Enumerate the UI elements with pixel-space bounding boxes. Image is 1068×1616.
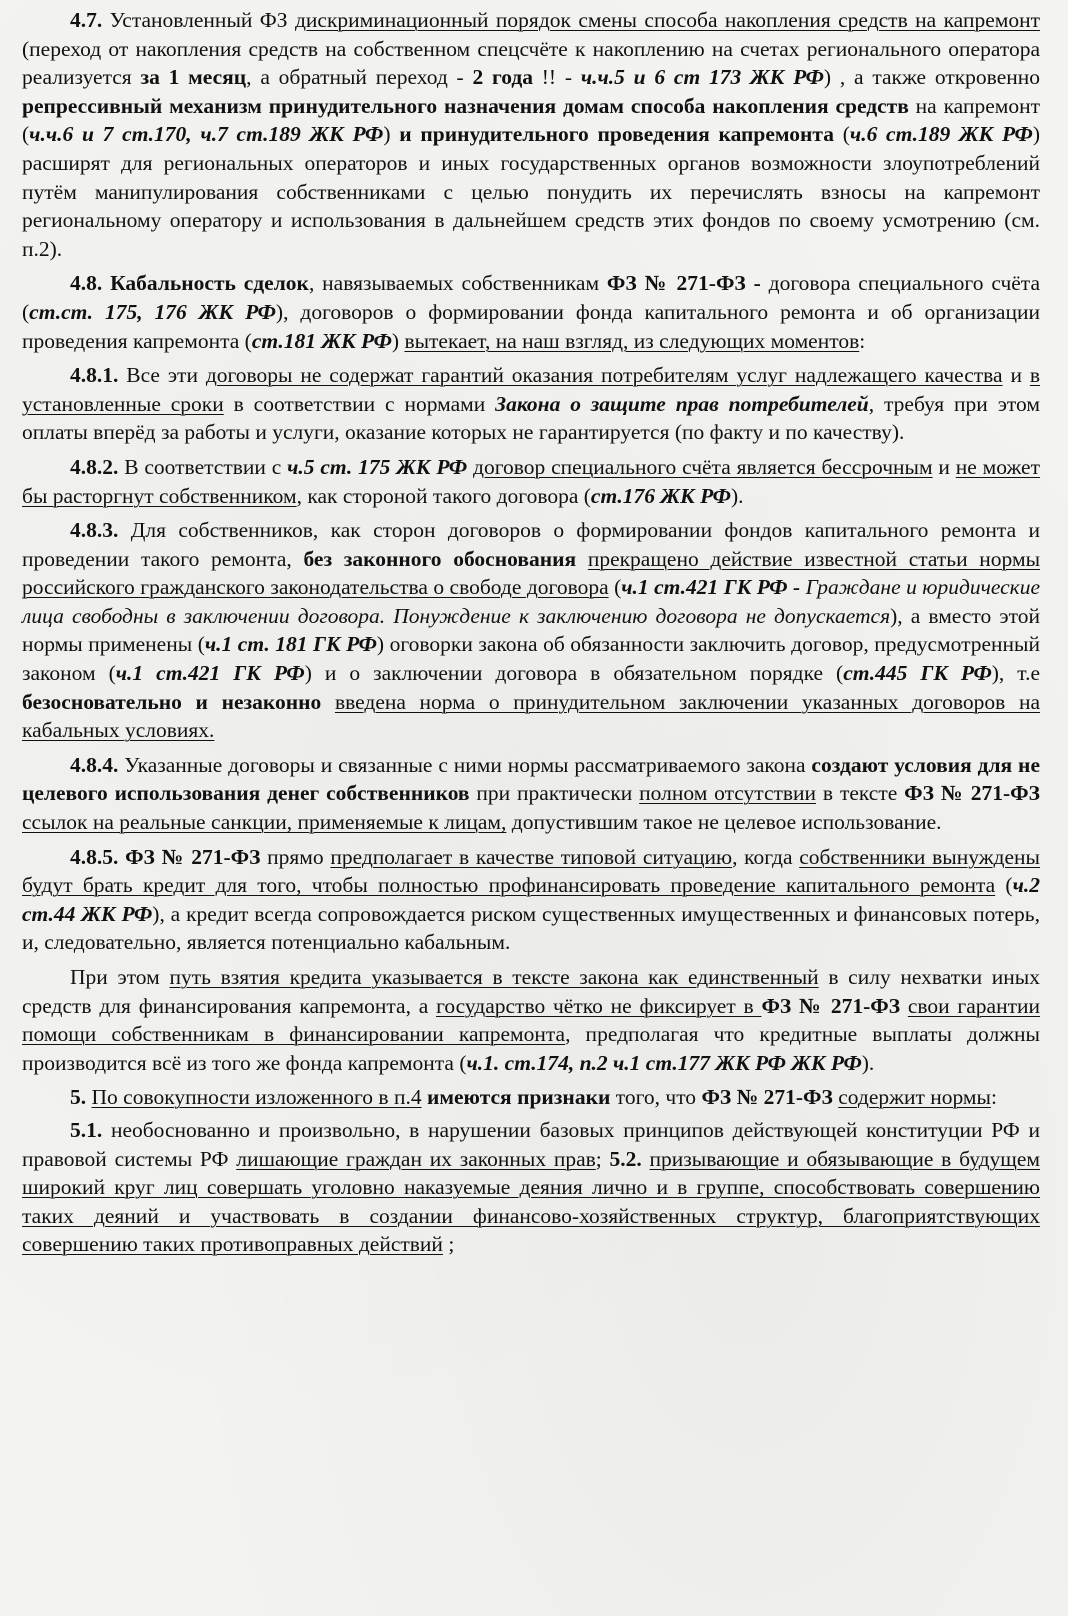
text-run: договор специального счёта является бессрочным [473,454,933,479]
text-run: ) и о заключении договора в обязательном порядке ( [304,661,844,686]
text-run: ), договоров о формировании фонда капитального ремонта и об организации проведения капремонта ( [22,299,1040,353]
text-run: в соответствии с нормами [223,391,496,416]
text-run: 4.7. [70,8,103,32]
text-run: без законного обоснования [303,546,577,571]
text-run: 4.8.5. ФЗ № 271-ФЗ [70,844,261,869]
text-run: прекращено действие известной статьи нормы российского гражданского законодательства о свободе договора [22,546,1041,600]
text-run: ст.176 ЖК РФ [590,483,731,508]
paragraph-4-8-4 [22,751,1040,837]
text-run: ). [861,1050,875,1075]
text-run: необоснованно и произвольно, в нарушении базовых принципов действующей конституции РФ и правовой системы РФ [22,1117,1040,1171]
text-run: вытекает, на наш взгляд, из следующих моментов [404,328,860,353]
text-run: договора специального счёта ( [22,271,1040,324]
text-run [900,994,908,1018]
text-run: предполагает в качестве типовой ситуацию [330,844,733,869]
text-run: создают условия для не целевого использования денег собственников [22,752,1040,806]
text-run: ) оговорки закона об обязанности заключить договор, предусмотренный законом ( [22,632,1040,686]
text-run: Указанные договоры и связанные с ними нормы рассматриваемого закона [118,752,812,777]
text-run: ч.2 ст.44 ЖК РФ [22,873,1040,926]
text-run: ч.1 ст.421 ГК РФ - [621,575,801,600]
text-run: ( [834,122,850,147]
paragraph-5 [22,1083,1040,1112]
text-run: Для собственников, как сторон договоров о формировании фондов капитального ремонта и проведении такого ремонта, [22,518,1040,571]
paragraph-4-8-2 [22,453,1040,510]
text-run: Граждане и юридические лица свободны в заключении договора. Понуждение к заключению договора не допускается [22,575,1040,628]
text-run: в силу нехватки иных средств для финансирования капремонта, а [22,965,1040,1018]
text-run: : [859,328,866,353]
paragraph-4-7 [22,6,1040,263]
text-run: ФЗ № 271-ФЗ - [606,271,761,296]
text-run [576,547,588,571]
text-run: лишающие граждан их законных прав [236,1146,596,1171]
text-run: ссылок на реальные санкции, применяемые к лицам, [22,810,507,835]
paragraph-5-1-5-2 [22,1116,1040,1259]
paragraph-4-8 [22,269,1040,355]
text-run: ч.ч.5 и 6 ст 173 ЖК РФ [580,65,824,90]
text-run: !! - [533,65,581,90]
text-run: 4.8.1. [70,363,119,388]
text-run: ) [383,122,400,147]
text-run: ), т.е [991,661,1040,686]
text-run: , навязываемых собственникам [308,271,607,296]
text-run: ч.1 ст. 181 ГК РФ [204,632,377,657]
text-run: , когда [732,844,800,869]
paragraph-4-8-5 [22,843,1040,957]
text-run: безосновательно и незаконно [22,689,322,714]
text-run: собственники вынуждены будут брать кредит для того, чтобы полностью профинансировать проведение капитального ремонта [22,844,1040,898]
text-run: ст.445 ГК РФ [843,661,992,686]
text-run: ) , а также откровенно [823,65,1041,90]
text-run: ), а вместо этой нормы применены ( [22,603,1041,657]
text-run: ч.1. ст.174, п.2 ч.1 ст.177 ЖК РФ ЖК РФ [466,1050,862,1075]
text-run: ч.6 ст.189 ЖК РФ [849,122,1033,147]
text-run: При этом [70,965,170,989]
text-run: ч.1 ст.421 ГК РФ [115,661,305,686]
text-run [321,690,335,714]
text-run: Установленный ФЗ [102,8,295,32]
text-run: путь взятия кредита указывается в тексте закона как единственный [169,965,819,989]
text-run: Закона о защите прав потребителей [495,391,869,416]
text-run: и принудительного проведения капремонта [399,122,834,147]
text-run: ; [595,1146,610,1171]
text-run: 5. [70,1085,87,1110]
text-run: ФЗ № 271-ФЗ [761,993,901,1018]
text-run: имеются признаки [426,1085,611,1110]
text-run: ч.5 ст. 175 ЖК РФ [287,454,468,479]
text-run: 4.8.2. [70,454,119,479]
text-run: : [991,1085,997,1110]
text-run: ч.ч.6 и 7 ст.170, ч.7 ст.189 ЖК РФ [29,122,384,147]
text-run: 4.8.4. [70,752,119,777]
text-run: репрессивный механизм принудительного назначения домам способа накопления средств [22,93,909,118]
text-run [642,1147,650,1171]
text-run: того, что [610,1085,702,1110]
text-run: ( [608,575,622,600]
text-run: и [1002,363,1030,388]
text-run: По совокупности изложенного в п.4 [91,1085,422,1110]
text-run: ( [995,873,1013,898]
text-run: свои гарантии помощи собственникам в финансировании капремонта [22,993,1040,1047]
text-run: на капремонт ( [22,93,1040,147]
paragraph-4-8-3 [22,516,1040,745]
text-run: 2 года [472,65,533,90]
paragraph-4-8-1 [22,361,1040,447]
text-run: ) расширят для региональных операторов и иных государственных органов возможности злоупотреблений путём манипулирования собственниками с целью понудить их перечислять взносы на капремонт региональному оператору и использования в дальнейшем средств этих фондов по своему усмотрению (см. п.2). [22,122,1040,261]
text-run: ст.ст. 175, 176 ЖК РФ [29,299,276,324]
text-run: дискриминационный порядок смены способа накопления средств на капремонт [294,8,1041,32]
text-run: 4.8. Кабальность сделок [70,271,309,296]
text-run: в тексте [816,781,905,806]
text-run: (переход от накопления средств на собственном спецсчёте к накоплению на счетах регионального оператора реализуется [22,36,1040,90]
text-run: и [932,454,956,479]
text-run: , предполагая что кредитные выплаты должны производится всё из того же фонда капремонта ( [22,1022,1040,1075]
text-run: в установленные сроки [22,363,1040,416]
text-run: ) [391,328,405,353]
text-run: 5.1. [70,1117,103,1142]
text-run: ФЗ № 271-ФЗ [904,781,1040,806]
text-run: допустившим такое не целевое использование. [506,810,942,835]
text-run: прямо [260,844,331,869]
text-run: государство чётко не фиксирует в [436,993,762,1018]
text-run: ), а кредит всегда сопровождается риском существенных имущественных и финансовых потерь, и, следовательно, является потенциально кабальным. [22,901,1040,955]
text-run: , как стороной такого договора ( [296,483,591,508]
text-run: не может бы расторгнут собственником [22,454,1040,508]
text-run: за 1 месяц [140,65,247,90]
paragraph-4-8-5-continuation [22,963,1040,1077]
text-run: введена норма о принудительном заключении указанных договоров на кабальных условиях. [22,689,1041,743]
text-run: договоры не содержат гарантий оказания потребителям услуг надлежащего качества [205,363,1003,388]
text-run: Все эти [118,363,206,388]
text-run: , а обратный переход - [246,65,473,90]
text-run: призывающие и обязывающие в будущем широкий круг лиц совершать уголовно наказуемые деяния лично и в группе, способствовать совершению таких деяний и участвовать в создании финансово-хозяйственных структур, благоприятствующих совершению таких противоправных действий [22,1146,1040,1257]
text-run: ; [442,1232,455,1257]
text-run: содержит нормы [838,1085,991,1110]
text-run: ФЗ № 271-ФЗ [701,1085,833,1110]
text-run: ). [730,483,744,508]
text-run: при практически [469,781,640,806]
text-run: 4.8.3. [70,518,119,543]
text-run: полном отсутствии [639,781,817,806]
text-run: ст.181 ЖК РФ [251,328,392,353]
text-run: , требуя при этом оплаты вперёд за работы и услуги, оказание которых не гарантируется (по факту и по качеству). [22,391,1040,445]
text-run: 5.2. [609,1146,642,1171]
text-run: В соответствии с [118,454,288,479]
